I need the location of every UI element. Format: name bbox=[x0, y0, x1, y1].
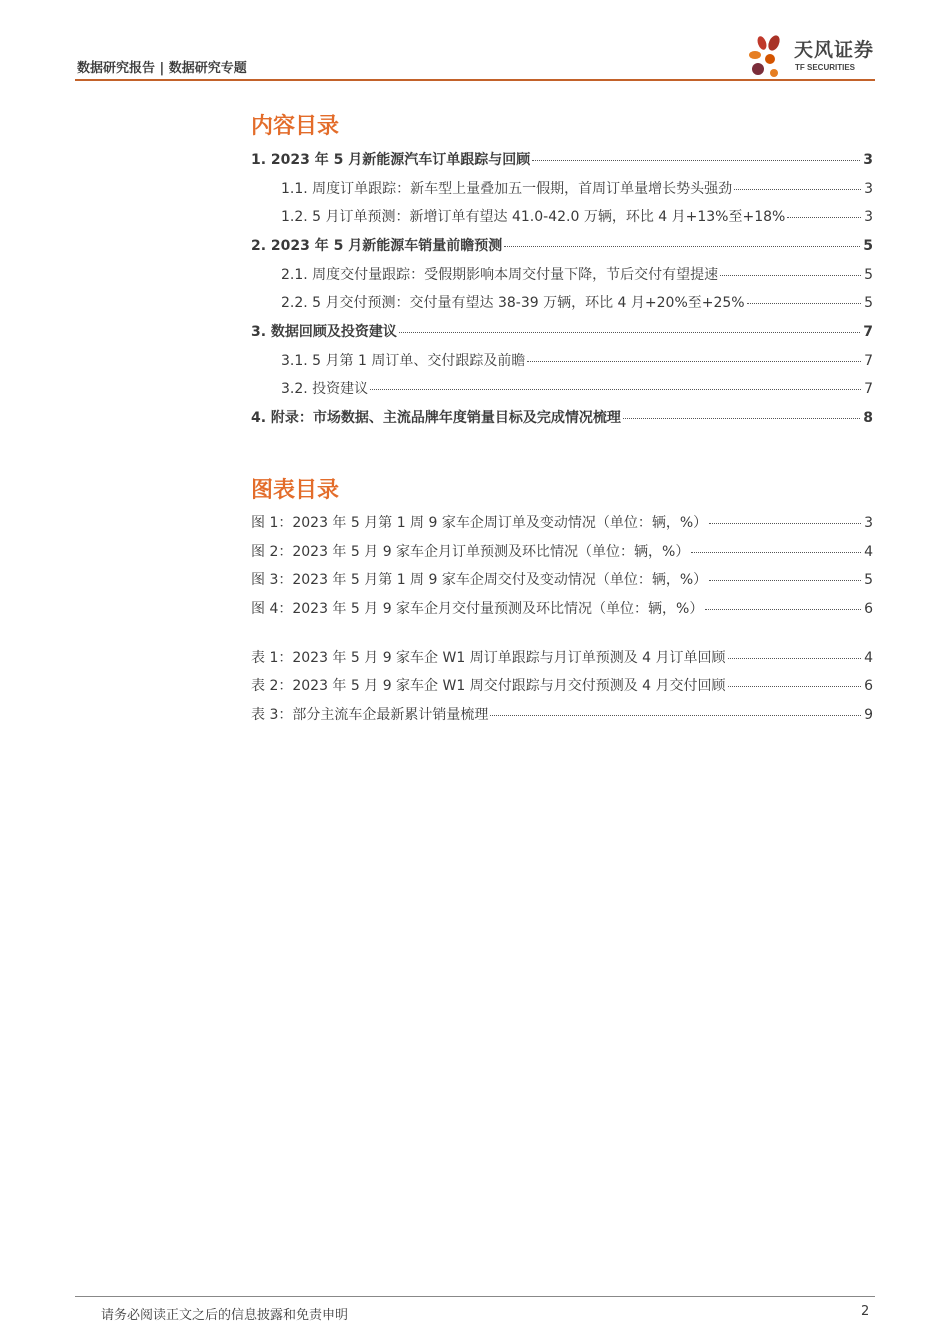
figure-entry-page: 3 bbox=[864, 515, 873, 531]
toc-entry-page: 5 bbox=[864, 295, 873, 311]
dot-leader bbox=[527, 360, 861, 362]
toc-entry[interactable] bbox=[251, 235, 873, 255]
toc-entry-label: 3. 数据回顾及投资建议 bbox=[251, 324, 397, 340]
figure-entry-page: 4 bbox=[864, 544, 873, 560]
dot-leader bbox=[747, 302, 861, 304]
toc-heading: 内容目录 bbox=[251, 114, 340, 139]
logo-name-cn: 天风证券 bbox=[794, 39, 875, 61]
footer-divider bbox=[75, 1296, 875, 1297]
toc-entry-label: 2. 2023 年 5 月新能源车销量前瞻预测 bbox=[251, 238, 503, 254]
figure-entry-label: 图 1：2023 年 5 月第 1 周 9 家车企周订单及变动情况（单位：辆，%） bbox=[251, 515, 708, 531]
toc-entry-label: 2.1. 周度交付量跟踪：受假期影响本周交付量下降，节后交付有望提速 bbox=[281, 267, 719, 283]
table-entry-label: 表 1：2023 年 5 月 9 家车企 W1 周订单跟踪与月订单预测及 4 月订单回顾 bbox=[251, 650, 726, 666]
toc-entry-page: 7 bbox=[864, 353, 873, 369]
toc-entry[interactable] bbox=[251, 407, 873, 427]
figure-entry-page: 5 bbox=[864, 572, 873, 588]
table-entry-label: 表 3：部分主流车企最新累计销量梳理 bbox=[251, 707, 489, 723]
toc-entry[interactable] bbox=[281, 206, 873, 226]
table-entry-page: 9 bbox=[864, 707, 873, 723]
toc-entry-label: 1.1. 周度订单跟踪：新车型上量叠加五一假期，首周订单量增长势头强劲 bbox=[281, 181, 733, 197]
toc-entry-page: 3 bbox=[864, 181, 873, 197]
logo-name-en: TF SECURITIES bbox=[795, 63, 856, 72]
toc-entry-label: 1.2. 5 月订单预测：新增订单有望达 41.0-42.0 万辆，环比 4 月+13%至+18% bbox=[281, 209, 786, 225]
table-entry-page: 4 bbox=[864, 650, 873, 666]
toc-entry-page: 3 bbox=[863, 152, 873, 168]
toc-entry-label: 3.1. 5 月第 1 周订单、交付跟踪及前瞻 bbox=[281, 353, 526, 369]
toc-entry[interactable] bbox=[251, 321, 873, 341]
dot-leader bbox=[709, 579, 861, 581]
dot-leader bbox=[532, 159, 860, 161]
toc-entry-page: 3 bbox=[864, 209, 873, 225]
toc-entry-page: 8 bbox=[863, 410, 873, 426]
toc-entry-label: 4. 附录：市场数据、主流品牌年度销量目标及完成情况梳理 bbox=[251, 410, 621, 426]
figure-entry[interactable] bbox=[251, 598, 873, 618]
toc-entry-page: 7 bbox=[864, 381, 873, 397]
table-entry-label: 表 2：2023 年 5 月 9 家车企 W1 周交付跟踪与月交付预测及 4 月交付回顾 bbox=[251, 678, 726, 694]
dot-leader bbox=[734, 188, 861, 190]
toc-entry[interactable] bbox=[281, 264, 873, 284]
dot-leader bbox=[370, 388, 861, 390]
toc-entry[interactable] bbox=[251, 149, 873, 169]
toc-entry-page: 5 bbox=[863, 238, 873, 254]
dot-leader bbox=[787, 216, 861, 218]
toc-entry[interactable] bbox=[281, 178, 873, 198]
logo-petals-icon bbox=[748, 33, 794, 79]
dot-leader bbox=[399, 331, 860, 333]
figure-entry-label: 图 4：2023 年 5 月 9 家车企月交付量预测及环比情况（单位：辆，%） bbox=[251, 601, 704, 617]
dot-leader bbox=[728, 685, 862, 687]
header-divider bbox=[75, 79, 875, 81]
table-entry[interactable] bbox=[251, 704, 873, 724]
report-category: 数据研究报告 | 数据研究专题 bbox=[77, 61, 247, 76]
figure-list-heading: 图表目录 bbox=[251, 478, 340, 503]
dot-leader bbox=[691, 551, 861, 553]
figure-entry-page: 6 bbox=[864, 601, 873, 617]
table-entry[interactable] bbox=[251, 675, 873, 695]
dot-leader bbox=[705, 608, 861, 610]
toc-entry[interactable] bbox=[281, 292, 873, 312]
figure-entry-label: 图 2：2023 年 5 月 9 家车企月订单预测及环比情况（单位：辆，%） bbox=[251, 544, 690, 560]
footer-disclaimer: 请务必阅读正文之后的信息披露和免责申明 bbox=[101, 1308, 349, 1323]
page-number: 2 bbox=[861, 1304, 870, 1319]
dot-leader bbox=[504, 245, 860, 247]
figure-entry-label: 图 3：2023 年 5 月第 1 周 9 家车企周交付及变动情况（单位：辆，%） bbox=[251, 572, 708, 588]
toc-entry-page: 7 bbox=[863, 324, 873, 340]
figure-entry[interactable] bbox=[251, 541, 873, 561]
dot-leader bbox=[728, 657, 862, 659]
toc-entry-label: 1. 2023 年 5 月新能源汽车订单跟踪与回顾 bbox=[251, 152, 531, 168]
table-entry-page: 6 bbox=[864, 678, 873, 694]
dot-leader bbox=[709, 522, 861, 524]
dot-leader bbox=[490, 714, 861, 716]
table-entry[interactable] bbox=[251, 647, 873, 667]
dot-leader bbox=[720, 274, 861, 276]
toc-entry-label: 2.2. 5 月交付预测：交付量有望达 38-39 万辆，环比 4 月+20%至+25% bbox=[281, 295, 745, 311]
company-logo bbox=[748, 33, 878, 79]
toc-entry[interactable] bbox=[281, 350, 873, 370]
figure-entry[interactable] bbox=[251, 569, 873, 589]
toc-entry-label: 3.2. 投资建议 bbox=[281, 381, 369, 397]
toc-entry[interactable] bbox=[281, 378, 873, 398]
dot-leader bbox=[623, 417, 860, 419]
toc-entry-page: 5 bbox=[864, 267, 873, 283]
figure-entry[interactable] bbox=[251, 512, 873, 532]
